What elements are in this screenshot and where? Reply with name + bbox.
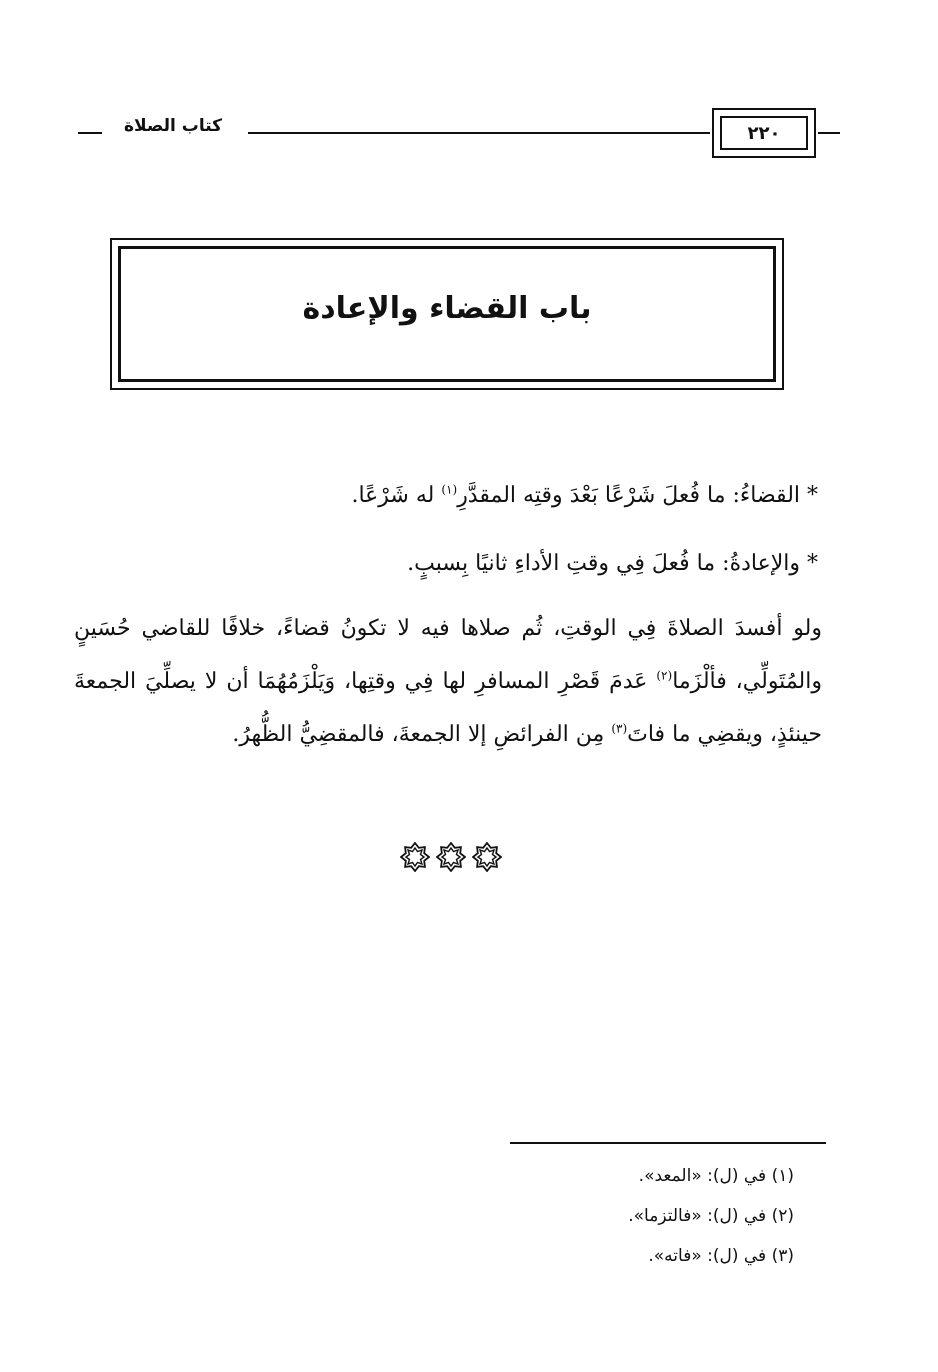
paragraph-part-3: مِن الفرائضِ إلا الجمعةَ، فالمقضِيُّ الظُّهرُ.	[232, 722, 612, 747]
header-rule-right	[818, 132, 840, 134]
footnote-ref-2[interactable]: (٢)	[656, 668, 673, 683]
page-number: ٢٢٠	[720, 116, 808, 150]
definition-iada-text: * والإعادةُ: ما فُعلَ فِي وقتِ الأداءِ ثانيًا بِسببٍ.	[407, 551, 818, 576]
paragraph-part-2: عَدمَ قَصْرِ المسافرِ لها فِي وقتِها، وَيَلْزَمُهُمَا أن لا يصلِّيَ الجمعةَ حينئذٍ، ويقضِي ما فاتَ	[74, 669, 822, 747]
header-rule-left	[78, 132, 102, 134]
footnote-3: (٣) في (ل): «فاته».	[648, 1246, 794, 1266]
book-title: كتاب الصلاة	[123, 116, 223, 136]
chapter-title: باب القضاء والإعادة	[302, 290, 592, 326]
footnote-ref-3[interactable]: (٣)	[611, 721, 628, 736]
chapter-title-inner-frame	[118, 246, 776, 382]
definition-qada	[351, 476, 818, 516]
footnote-1: (١) في (ل): «المعد».	[638, 1166, 794, 1186]
running-header	[0, 0, 938, 180]
definition-qada-end: له شَرْعًا.	[351, 483, 442, 508]
section-end-ornament	[400, 842, 502, 872]
eight-point-star-icon	[436, 842, 466, 872]
footnote-separator	[510, 1142, 826, 1144]
main-paragraph	[74, 602, 822, 761]
footnote-2: (٢) في (ل): «فالتزما».	[628, 1206, 794, 1226]
paragraph-part-1: ولو أفسدَ الصلاةَ فِي الوقتِ، ثُم صلاها فيه لا تكونُ قضاءً، خلافًا للقاضي حُسَينٍ والمُتَولِّي، فألْزَما	[74, 616, 822, 694]
definition-qada-text: * القضاءُ: ما فُعلَ شَرْعًا بَعْدَ وقتِه المقدَّرِ	[457, 483, 818, 508]
footnote-ref-1[interactable]: (١)	[441, 482, 458, 497]
chapter-title-frame	[110, 238, 784, 390]
eight-point-star-icon	[472, 842, 502, 872]
page-number-frame	[712, 108, 816, 158]
header-rule-middle	[248, 132, 710, 134]
definition-iada	[407, 544, 818, 584]
eight-point-star-icon	[400, 842, 430, 872]
